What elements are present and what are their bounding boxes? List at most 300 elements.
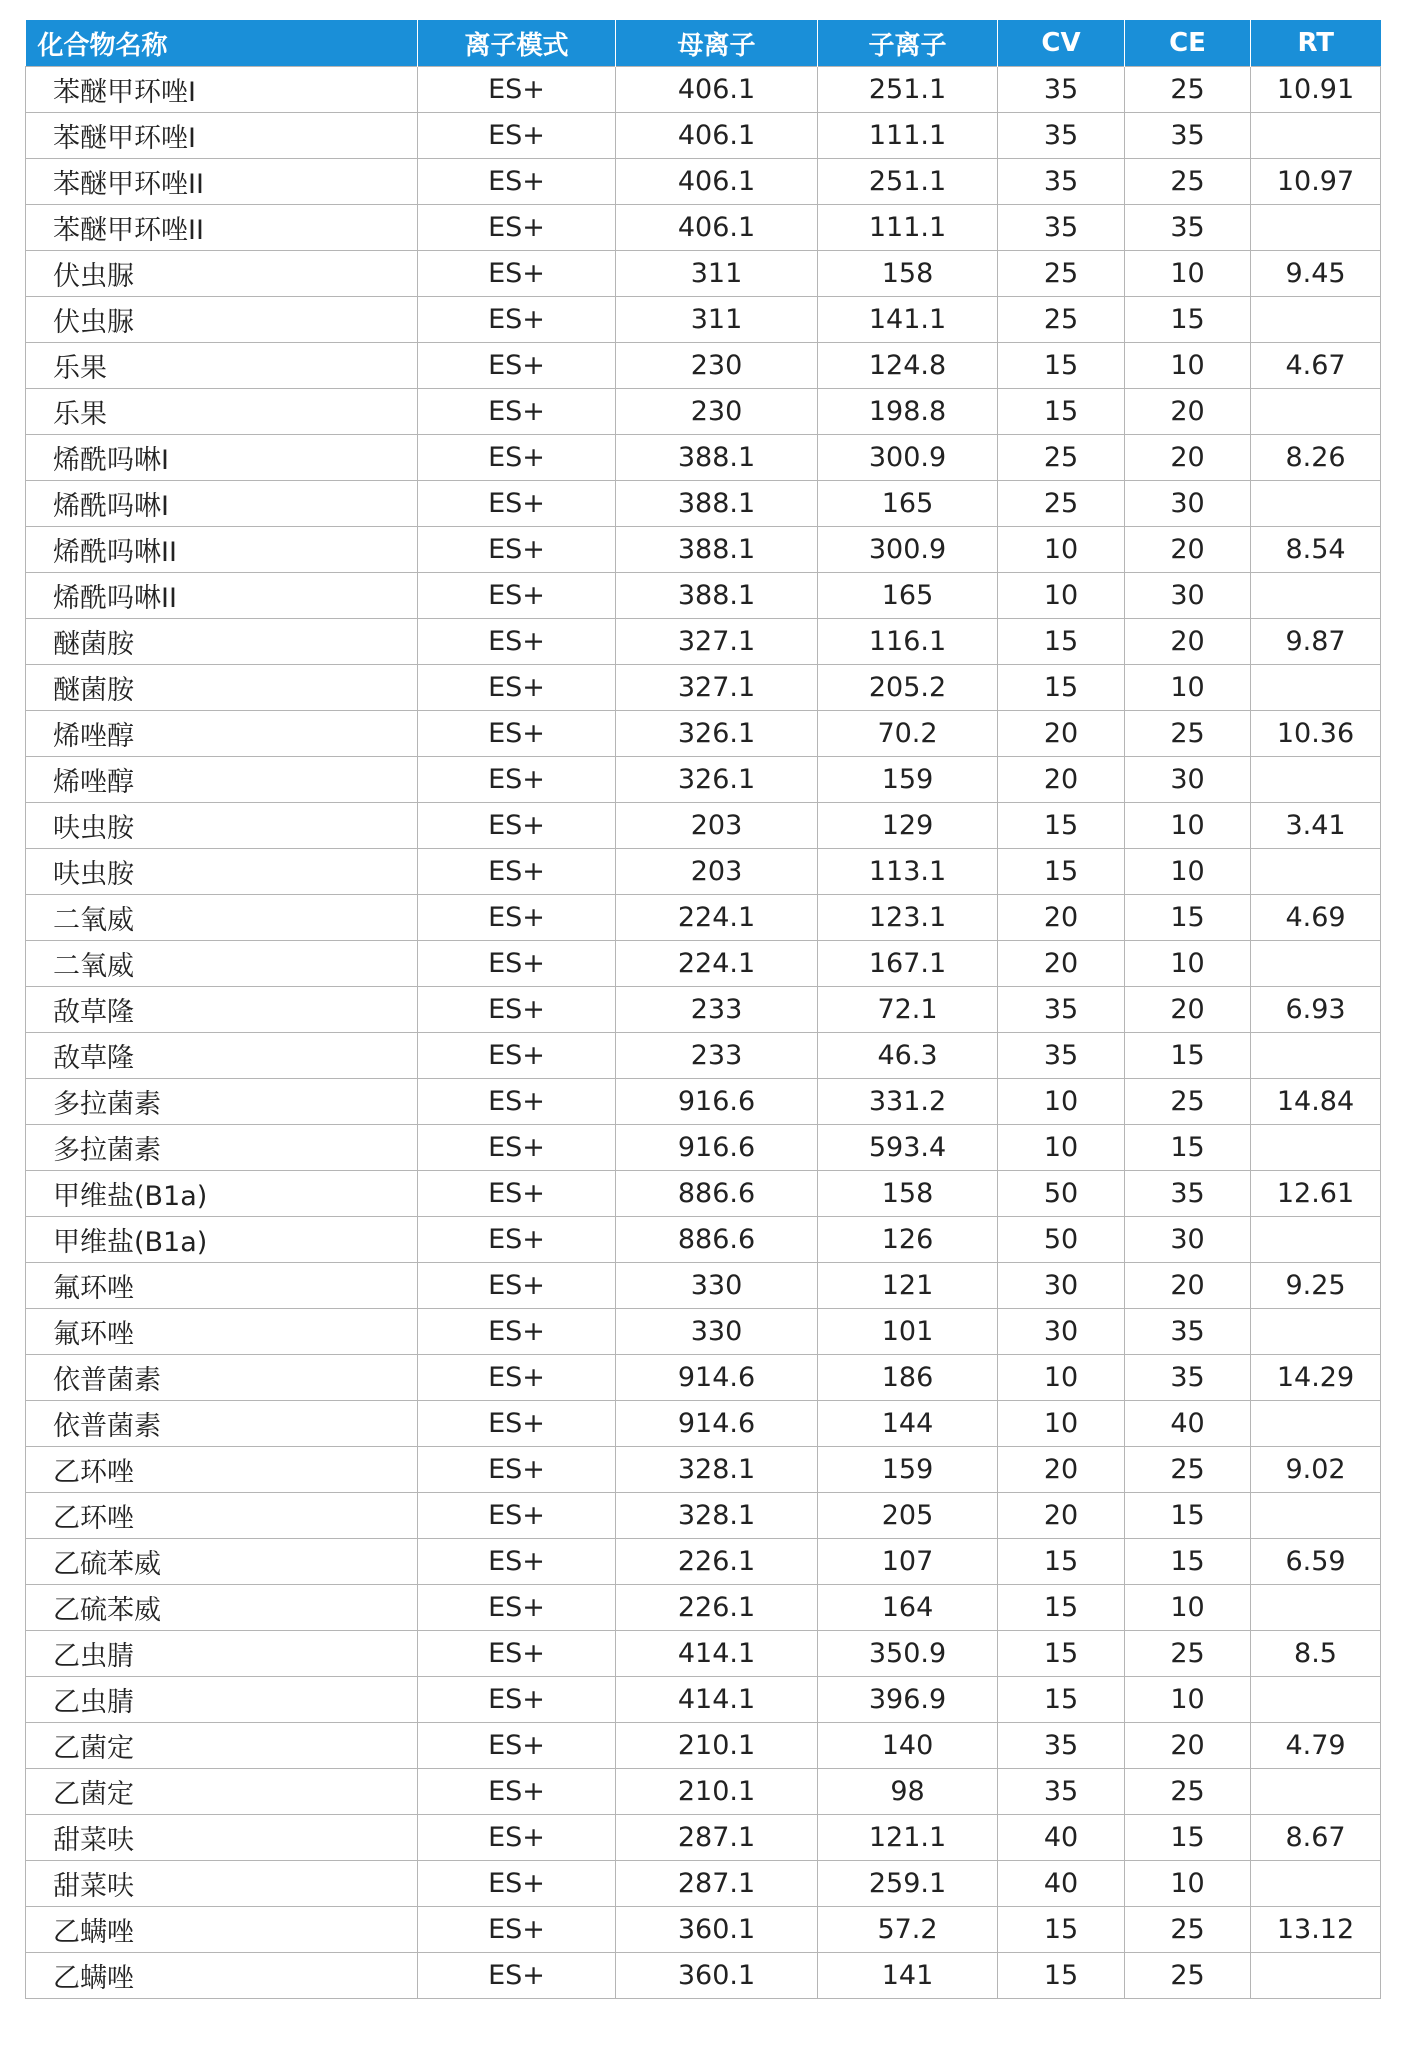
compound-name-cell: 乙环唑	[26, 1447, 418, 1493]
daughter-ion-cell: 111.1	[818, 205, 998, 251]
parent-ion-cell: 287.1	[616, 1815, 818, 1861]
compound-name-cell: 甲维盐(B1a)	[26, 1217, 418, 1263]
ion-mode-cell: ES+	[418, 1493, 616, 1539]
compound-name-cell: 敌草隆	[26, 1033, 418, 1079]
cv-cell: 15	[998, 1539, 1125, 1585]
compound-name-cell: 乙菌定	[26, 1723, 418, 1769]
ion-mode-cell: ES+	[418, 619, 616, 665]
ce-cell: 10	[1125, 665, 1251, 711]
cv-cell: 35	[998, 113, 1125, 159]
compound-name-cell: 甲维盐(B1a)	[26, 1171, 418, 1217]
ce-cell: 10	[1125, 803, 1251, 849]
cv-cell: 20	[998, 941, 1125, 987]
rt-cell: 6.93	[1251, 987, 1381, 1033]
parent-ion-cell: 406.1	[616, 205, 818, 251]
parent-ion-cell: 914.6	[616, 1401, 818, 1447]
cv-cell: 35	[998, 987, 1125, 1033]
cv-cell: 35	[998, 1769, 1125, 1815]
table-row	[26, 573, 1381, 619]
rt-cell	[1251, 1861, 1381, 1907]
rt-cell: 3.41	[1251, 803, 1381, 849]
rt-cell	[1251, 1585, 1381, 1631]
compound-name-cell: 依普菌素	[26, 1401, 418, 1447]
table-row	[26, 1539, 1381, 1585]
daughter-ion-cell: 123.1	[818, 895, 998, 941]
table-row	[26, 1723, 1381, 1769]
header-ce: CE	[1125, 20, 1251, 67]
table-row	[26, 849, 1381, 895]
ion-mode-cell: ES+	[418, 113, 616, 159]
rt-cell: 8.5	[1251, 1631, 1381, 1677]
compound-table	[25, 20, 1381, 1999]
cv-cell: 20	[998, 711, 1125, 757]
header-parent-ion: 母离子	[616, 20, 818, 67]
compound-name-cell: 烯酰吗啉II	[26, 527, 418, 573]
ce-cell: 20	[1125, 527, 1251, 573]
parent-ion-cell: 327.1	[616, 619, 818, 665]
rt-cell	[1251, 1769, 1381, 1815]
parent-ion-cell: 224.1	[616, 941, 818, 987]
rt-cell	[1251, 297, 1381, 343]
compound-name-cell: 敌草隆	[26, 987, 418, 1033]
parent-ion-cell: 233	[616, 987, 818, 1033]
ce-cell: 15	[1125, 297, 1251, 343]
cv-cell: 30	[998, 1263, 1125, 1309]
rt-cell: 14.29	[1251, 1355, 1381, 1401]
compound-name-cell: 甜菜呋	[26, 1815, 418, 1861]
daughter-ion-cell: 259.1	[818, 1861, 998, 1907]
cv-cell: 15	[998, 389, 1125, 435]
cv-cell: 15	[998, 665, 1125, 711]
parent-ion-cell: 230	[616, 389, 818, 435]
parent-ion-cell: 388.1	[616, 481, 818, 527]
daughter-ion-cell: 350.9	[818, 1631, 998, 1677]
rt-cell: 8.26	[1251, 435, 1381, 481]
daughter-ion-cell: 116.1	[818, 619, 998, 665]
rt-cell: 9.45	[1251, 251, 1381, 297]
rt-cell: 4.79	[1251, 1723, 1381, 1769]
cv-cell: 35	[998, 1723, 1125, 1769]
parent-ion-cell: 203	[616, 803, 818, 849]
ion-mode-cell: ES+	[418, 1355, 616, 1401]
daughter-ion-cell: 46.3	[818, 1033, 998, 1079]
cv-cell: 10	[998, 1401, 1125, 1447]
table-row	[26, 1217, 1381, 1263]
ce-cell: 15	[1125, 895, 1251, 941]
cv-cell: 25	[998, 297, 1125, 343]
table-row	[26, 1815, 1381, 1861]
table-row	[26, 619, 1381, 665]
ion-mode-cell: ES+	[418, 941, 616, 987]
daughter-ion-cell: 57.2	[818, 1907, 998, 1953]
parent-ion-cell: 210.1	[616, 1769, 818, 1815]
table-row	[26, 803, 1381, 849]
parent-ion-cell: 360.1	[616, 1953, 818, 1999]
ce-cell: 35	[1125, 1309, 1251, 1355]
parent-ion-cell: 388.1	[616, 573, 818, 619]
parent-ion-cell: 886.6	[616, 1171, 818, 1217]
rt-cell	[1251, 1401, 1381, 1447]
parent-ion-cell: 328.1	[616, 1447, 818, 1493]
ce-cell: 25	[1125, 1447, 1251, 1493]
daughter-ion-cell: 205.2	[818, 665, 998, 711]
rt-cell	[1251, 205, 1381, 251]
ion-mode-cell: ES+	[418, 849, 616, 895]
table-row	[26, 527, 1381, 573]
parent-ion-cell: 233	[616, 1033, 818, 1079]
daughter-ion-cell: 167.1	[818, 941, 998, 987]
compound-name-cell: 苯醚甲环唑I	[26, 67, 418, 113]
compound-name-cell: 乙螨唑	[26, 1953, 418, 1999]
ion-mode-cell: ES+	[418, 1861, 616, 1907]
daughter-ion-cell: 186	[818, 1355, 998, 1401]
parent-ion-cell: 886.6	[616, 1217, 818, 1263]
table-row	[26, 1309, 1381, 1355]
ce-cell: 25	[1125, 1631, 1251, 1677]
cv-cell: 40	[998, 1861, 1125, 1907]
ion-mode-cell: ES+	[418, 527, 616, 573]
table-row	[26, 1401, 1381, 1447]
compound-name-cell: 烯唑醇	[26, 757, 418, 803]
ion-mode-cell: ES+	[418, 1769, 616, 1815]
rt-cell	[1251, 941, 1381, 987]
rt-cell	[1251, 1033, 1381, 1079]
parent-ion-cell: 414.1	[616, 1677, 818, 1723]
rt-cell	[1251, 1953, 1381, 1999]
cv-cell: 15	[998, 1953, 1125, 1999]
table-row	[26, 205, 1381, 251]
daughter-ion-cell: 121.1	[818, 1815, 998, 1861]
rt-cell: 6.59	[1251, 1539, 1381, 1585]
ion-mode-cell: ES+	[418, 1263, 616, 1309]
rt-cell: 9.02	[1251, 1447, 1381, 1493]
daughter-ion-cell: 159	[818, 1447, 998, 1493]
table-row	[26, 987, 1381, 1033]
parent-ion-cell: 916.6	[616, 1079, 818, 1125]
compound-name-cell: 氟环唑	[26, 1309, 418, 1355]
ce-cell: 10	[1125, 251, 1251, 297]
ion-mode-cell: ES+	[418, 343, 616, 389]
cv-cell: 15	[998, 1585, 1125, 1631]
table-row	[26, 1677, 1381, 1723]
cv-cell: 15	[998, 1907, 1125, 1953]
compound-name-cell: 乐果	[26, 389, 418, 435]
table-row	[26, 665, 1381, 711]
parent-ion-cell: 224.1	[616, 895, 818, 941]
cv-cell: 10	[998, 1125, 1125, 1171]
ion-mode-cell: ES+	[418, 757, 616, 803]
ion-mode-cell: ES+	[418, 1723, 616, 1769]
ion-mode-cell: ES+	[418, 205, 616, 251]
ce-cell: 20	[1125, 619, 1251, 665]
parent-ion-cell: 210.1	[616, 1723, 818, 1769]
compound-name-cell: 苯醚甲环唑II	[26, 205, 418, 251]
ce-cell: 25	[1125, 1769, 1251, 1815]
rt-cell: 14.84	[1251, 1079, 1381, 1125]
ce-cell: 10	[1125, 849, 1251, 895]
table-row	[26, 113, 1381, 159]
ion-mode-cell: ES+	[418, 435, 616, 481]
ion-mode-cell: ES+	[418, 251, 616, 297]
compound-table-container	[25, 20, 1380, 1999]
parent-ion-cell: 287.1	[616, 1861, 818, 1907]
ion-mode-cell: ES+	[418, 1401, 616, 1447]
header-compound-name: 化合物名称	[26, 20, 418, 67]
ion-mode-cell: ES+	[418, 803, 616, 849]
header-ion-mode: 离子模式	[418, 20, 616, 67]
rt-cell	[1251, 481, 1381, 527]
compound-name-cell: 乙硫苯威	[26, 1585, 418, 1631]
daughter-ion-cell: 300.9	[818, 435, 998, 481]
ce-cell: 10	[1125, 1861, 1251, 1907]
ce-cell: 15	[1125, 1539, 1251, 1585]
header-rt: RT	[1251, 20, 1381, 67]
rt-cell: 9.25	[1251, 1263, 1381, 1309]
table-row	[26, 711, 1381, 757]
compound-name-cell: 烯唑醇	[26, 711, 418, 757]
parent-ion-cell: 388.1	[616, 527, 818, 573]
daughter-ion-cell: 98	[818, 1769, 998, 1815]
ce-cell: 25	[1125, 1079, 1251, 1125]
rt-cell	[1251, 665, 1381, 711]
daughter-ion-cell: 198.8	[818, 389, 998, 435]
rt-cell: 9.87	[1251, 619, 1381, 665]
daughter-ion-cell: 140	[818, 1723, 998, 1769]
parent-ion-cell: 406.1	[616, 113, 818, 159]
rt-cell	[1251, 1677, 1381, 1723]
compound-name-cell: 苯醚甲环唑I	[26, 113, 418, 159]
cv-cell: 10	[998, 1355, 1125, 1401]
rt-cell	[1251, 1125, 1381, 1171]
ion-mode-cell: ES+	[418, 1677, 616, 1723]
rt-cell: 13.12	[1251, 1907, 1381, 1953]
cv-cell: 35	[998, 205, 1125, 251]
table-row	[26, 1907, 1381, 1953]
rt-cell	[1251, 389, 1381, 435]
table-row	[26, 159, 1381, 205]
rt-cell: 10.97	[1251, 159, 1381, 205]
daughter-ion-cell: 164	[818, 1585, 998, 1631]
daughter-ion-cell: 101	[818, 1309, 998, 1355]
ion-mode-cell: ES+	[418, 1815, 616, 1861]
cv-cell: 10	[998, 527, 1125, 573]
daughter-ion-cell: 159	[818, 757, 998, 803]
daughter-ion-cell: 205	[818, 1493, 998, 1539]
rt-cell	[1251, 1493, 1381, 1539]
ce-cell: 35	[1125, 205, 1251, 251]
table-row	[26, 1769, 1381, 1815]
ce-cell: 40	[1125, 1401, 1251, 1447]
cv-cell: 15	[998, 343, 1125, 389]
ion-mode-cell: ES+	[418, 67, 616, 113]
ion-mode-cell: ES+	[418, 1953, 616, 1999]
daughter-ion-cell: 70.2	[818, 711, 998, 757]
cv-cell: 30	[998, 1309, 1125, 1355]
cv-cell: 35	[998, 159, 1125, 205]
daughter-ion-cell: 113.1	[818, 849, 998, 895]
daughter-ion-cell: 251.1	[818, 159, 998, 205]
rt-cell	[1251, 1217, 1381, 1263]
cv-cell: 10	[998, 1079, 1125, 1125]
daughter-ion-cell: 158	[818, 1171, 998, 1217]
cv-cell: 20	[998, 895, 1125, 941]
ce-cell: 30	[1125, 757, 1251, 803]
compound-name-cell: 醚菌胺	[26, 619, 418, 665]
rt-cell	[1251, 849, 1381, 895]
parent-ion-cell: 360.1	[616, 1907, 818, 1953]
rt-cell: 8.54	[1251, 527, 1381, 573]
compound-name-cell: 依普菌素	[26, 1355, 418, 1401]
compound-name-cell: 多拉菌素	[26, 1079, 418, 1125]
table-row	[26, 251, 1381, 297]
compound-name-cell: 乙虫腈	[26, 1631, 418, 1677]
compound-name-cell: 甜菜呋	[26, 1861, 418, 1907]
ce-cell: 30	[1125, 1217, 1251, 1263]
parent-ion-cell: 203	[616, 849, 818, 895]
ion-mode-cell: ES+	[418, 1631, 616, 1677]
ce-cell: 25	[1125, 159, 1251, 205]
header-cv: CV	[998, 20, 1125, 67]
rt-cell: 4.69	[1251, 895, 1381, 941]
compound-name-cell: 呋虫胺	[26, 849, 418, 895]
parent-ion-cell: 311	[616, 297, 818, 343]
parent-ion-cell: 914.6	[616, 1355, 818, 1401]
parent-ion-cell: 414.1	[616, 1631, 818, 1677]
ion-mode-cell: ES+	[418, 1125, 616, 1171]
compound-name-cell: 乙菌定	[26, 1769, 418, 1815]
rt-cell: 10.91	[1251, 67, 1381, 113]
cv-cell: 20	[998, 1447, 1125, 1493]
ce-cell: 20	[1125, 987, 1251, 1033]
cv-cell: 50	[998, 1171, 1125, 1217]
table-row	[26, 435, 1381, 481]
daughter-ion-cell: 111.1	[818, 113, 998, 159]
table-row	[26, 1585, 1381, 1631]
daughter-ion-cell: 396.9	[818, 1677, 998, 1723]
compound-name-cell: 乙环唑	[26, 1493, 418, 1539]
cv-cell: 10	[998, 573, 1125, 619]
daughter-ion-cell: 141.1	[818, 297, 998, 343]
cv-cell: 15	[998, 1677, 1125, 1723]
ce-cell: 30	[1125, 481, 1251, 527]
ce-cell: 10	[1125, 1585, 1251, 1631]
rt-cell: 8.67	[1251, 1815, 1381, 1861]
table-row	[26, 1263, 1381, 1309]
parent-ion-cell: 330	[616, 1309, 818, 1355]
cv-cell: 50	[998, 1217, 1125, 1263]
ion-mode-cell: ES+	[418, 297, 616, 343]
ion-mode-cell: ES+	[418, 1171, 616, 1217]
compound-name-cell: 呋虫胺	[26, 803, 418, 849]
compound-name-cell: 烯酰吗啉II	[26, 573, 418, 619]
compound-name-cell: 乐果	[26, 343, 418, 389]
parent-ion-cell: 327.1	[616, 665, 818, 711]
parent-ion-cell: 330	[616, 1263, 818, 1309]
compound-name-cell: 二氧威	[26, 895, 418, 941]
compound-name-cell: 醚菌胺	[26, 665, 418, 711]
table-row	[26, 1355, 1381, 1401]
daughter-ion-cell: 107	[818, 1539, 998, 1585]
rt-cell: 4.67	[1251, 343, 1381, 389]
daughter-ion-cell: 126	[818, 1217, 998, 1263]
daughter-ion-cell: 251.1	[818, 67, 998, 113]
parent-ion-cell: 226.1	[616, 1585, 818, 1631]
parent-ion-cell: 388.1	[616, 435, 818, 481]
ce-cell: 35	[1125, 113, 1251, 159]
table-row	[26, 1079, 1381, 1125]
rt-cell	[1251, 573, 1381, 619]
table-row	[26, 1953, 1381, 1999]
parent-ion-cell: 326.1	[616, 757, 818, 803]
ce-cell: 15	[1125, 1815, 1251, 1861]
cv-cell: 25	[998, 435, 1125, 481]
cv-cell: 35	[998, 1033, 1125, 1079]
daughter-ion-cell: 121	[818, 1263, 998, 1309]
ion-mode-cell: ES+	[418, 1309, 616, 1355]
parent-ion-cell: 311	[616, 251, 818, 297]
compound-name-cell: 氟环唑	[26, 1263, 418, 1309]
header-daughter-ion: 子离子	[818, 20, 998, 67]
table-row	[26, 1447, 1381, 1493]
compound-name-cell: 伏虫脲	[26, 251, 418, 297]
ce-cell: 10	[1125, 941, 1251, 987]
cv-cell: 25	[998, 481, 1125, 527]
ce-cell: 15	[1125, 1493, 1251, 1539]
daughter-ion-cell: 158	[818, 251, 998, 297]
ion-mode-cell: ES+	[418, 573, 616, 619]
table-body	[26, 67, 1381, 1999]
compound-name-cell: 苯醚甲环唑II	[26, 159, 418, 205]
table-row	[26, 895, 1381, 941]
daughter-ion-cell: 300.9	[818, 527, 998, 573]
ce-cell: 10	[1125, 343, 1251, 389]
ce-cell: 25	[1125, 1953, 1251, 1999]
ce-cell: 35	[1125, 1171, 1251, 1217]
daughter-ion-cell: 331.2	[818, 1079, 998, 1125]
parent-ion-cell: 916.6	[616, 1125, 818, 1171]
daughter-ion-cell: 593.4	[818, 1125, 998, 1171]
cv-cell: 25	[998, 251, 1125, 297]
daughter-ion-cell: 144	[818, 1401, 998, 1447]
daughter-ion-cell: 165	[818, 481, 998, 527]
cv-cell: 35	[998, 67, 1125, 113]
compound-name-cell: 多拉菌素	[26, 1125, 418, 1171]
table-row	[26, 343, 1381, 389]
compound-name-cell: 乙硫苯威	[26, 1539, 418, 1585]
parent-ion-cell: 406.1	[616, 159, 818, 205]
ion-mode-cell: ES+	[418, 1217, 616, 1263]
ion-mode-cell: ES+	[418, 895, 616, 941]
ion-mode-cell: ES+	[418, 1033, 616, 1079]
daughter-ion-cell: 165	[818, 573, 998, 619]
table-header	[26, 20, 1381, 67]
compound-name-cell: 二氧威	[26, 941, 418, 987]
table-row	[26, 1861, 1381, 1907]
ce-cell: 15	[1125, 1033, 1251, 1079]
compound-name-cell: 乙螨唑	[26, 1907, 418, 1953]
ion-mode-cell: ES+	[418, 1079, 616, 1125]
ce-cell: 25	[1125, 711, 1251, 757]
daughter-ion-cell: 72.1	[818, 987, 998, 1033]
ce-cell: 20	[1125, 435, 1251, 481]
compound-name-cell: 烯酰吗啉I	[26, 435, 418, 481]
table-row	[26, 67, 1381, 113]
ion-mode-cell: ES+	[418, 389, 616, 435]
cv-cell: 40	[998, 1815, 1125, 1861]
daughter-ion-cell: 141	[818, 1953, 998, 1999]
cv-cell: 15	[998, 1631, 1125, 1677]
ion-mode-cell: ES+	[418, 711, 616, 757]
